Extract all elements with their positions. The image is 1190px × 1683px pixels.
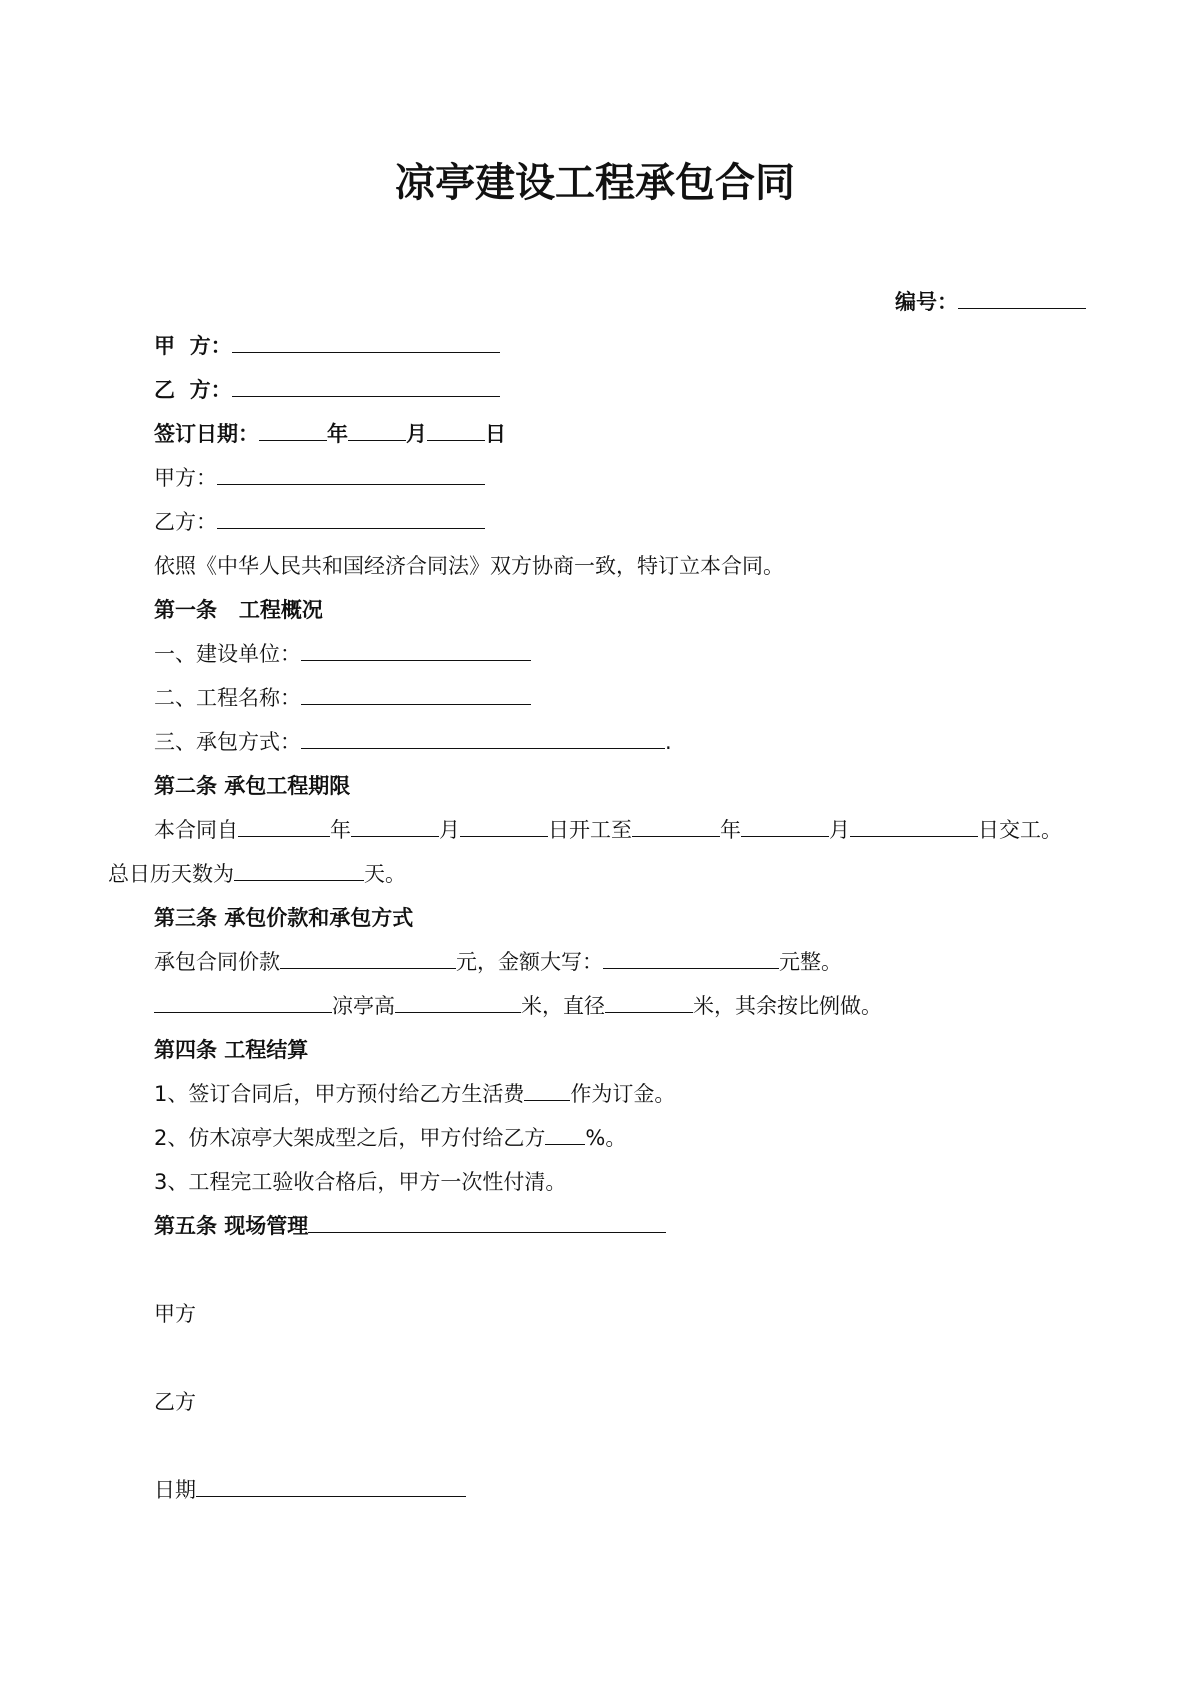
party-a-plain-blank: [217, 464, 485, 485]
end-day-blank: [850, 816, 978, 837]
party-a-blank: [232, 332, 500, 353]
art1-item-1-blank: [301, 640, 531, 661]
article-5-row: [154, 1211, 666, 1241]
start-year-blank: [238, 816, 330, 837]
art4-item-1-text: 1、签订合同后，甲方预付给乙方生活费: [154, 1082, 525, 1106]
day-label: 日: [485, 422, 506, 446]
end-year-label: 年: [720, 818, 741, 842]
price-end-text: 元整。: [779, 950, 842, 974]
art1-item-2-label: 二、工程名称：: [154, 686, 301, 710]
art2-period-row: [154, 815, 1062, 845]
sign-party-a: 甲方: [154, 1302, 196, 1326]
art1-item-3-label: 三、承包方式：: [154, 730, 301, 754]
sign-day-blank: [427, 420, 485, 441]
contract-number-blank: [958, 288, 1086, 309]
art1-item-2: [154, 683, 531, 713]
art1-item-3-blank: [301, 728, 665, 749]
deposit-blank: [524, 1080, 570, 1101]
sign-date-row-bottom: [154, 1475, 466, 1505]
total-days-blank: [234, 860, 364, 881]
party-b-plain-row: [154, 507, 485, 537]
party-b-plain-blank: [217, 508, 485, 529]
height-blank: [395, 992, 521, 1013]
art1-item-1-label: 一、建设单位：: [154, 642, 301, 666]
article-4-heading: 第四条 工程结算: [154, 1038, 309, 1062]
article-3-heading: 第三条 承包价款和承包方式: [154, 906, 414, 930]
price-blank: [280, 948, 456, 969]
end-year-blank: [632, 816, 720, 837]
party-a-plain-label: 甲方：: [154, 466, 217, 490]
article-2-heading: 第二条 承包工程期限: [154, 774, 351, 798]
party-a-plain-row: [154, 463, 485, 493]
price-words-blank: [603, 948, 779, 969]
year-label: 年: [327, 422, 348, 446]
article-1-heading: 第一条 工程概况: [154, 598, 323, 622]
total-days-unit: 天。: [364, 862, 406, 886]
total-days-text: 总日历天数为: [108, 862, 234, 886]
document-title: 凉亭建设工程承包合同: [395, 160, 795, 206]
party-b-row: [154, 375, 500, 405]
art2-start-text: 本合同自: [154, 818, 238, 842]
sign-party-b: 乙方: [154, 1390, 196, 1414]
price-text: 承包合同价款: [154, 950, 280, 974]
sign-year-blank: [259, 420, 327, 441]
sign-date-bottom-label: 日期: [154, 1478, 196, 1502]
end-work-text: 日交工。: [978, 818, 1062, 842]
start-day-blank: [460, 816, 548, 837]
diameter-text: 米，直径: [521, 994, 605, 1018]
height-text: 凉亭高: [332, 994, 395, 1018]
art4-item-1-end: 作为订金。: [570, 1082, 676, 1106]
price-words-text: 元，金额大写：: [456, 950, 603, 974]
art2-total-days-row: [108, 859, 406, 889]
spec-end-text: 米，其余按比例做。: [693, 994, 882, 1018]
party-b-label: 乙 方：: [154, 378, 232, 402]
sign-date-row: [154, 419, 506, 449]
start-month-blank: [351, 816, 439, 837]
end-month-label: 月: [829, 818, 850, 842]
party-b-plain-label: 乙方：: [154, 510, 217, 534]
spec-blank: [154, 992, 332, 1013]
sign-month-blank: [348, 420, 406, 441]
article-5-heading: 第五条 现场管理: [154, 1214, 309, 1238]
intro-paragraph: 依照《中华人民共和国经济合同法》双方协商一致，特订立本合同。: [154, 554, 784, 578]
diameter-blank: [605, 992, 693, 1013]
art4-item-2-end: %。: [585, 1126, 627, 1150]
art4-item-3: 3、工程完工验收合格后，甲方一次性付清。: [154, 1170, 567, 1194]
art4-item-2: [154, 1123, 626, 1153]
start-year-label: 年: [330, 818, 351, 842]
art4-item-2-text: 2、仿木凉亭大架成型之后，甲方付给乙方: [154, 1126, 546, 1150]
art3-price-row: [154, 947, 842, 977]
start-work-text: 日开工至: [548, 818, 632, 842]
party-b-blank: [232, 376, 500, 397]
site-management-blank: [308, 1212, 666, 1233]
party-a-label: 甲 方：: [154, 334, 232, 358]
art1-item-3: [154, 727, 672, 757]
percent-blank: [545, 1124, 585, 1145]
contract-number-row: [895, 287, 1086, 317]
art4-item-1: [154, 1079, 675, 1109]
start-month-label: 月: [439, 818, 460, 842]
sign-date-bottom-blank: [196, 1476, 466, 1497]
month-label: 月: [406, 422, 427, 446]
art1-item-3-tail: .: [665, 730, 672, 754]
contract-number-label: 编号：: [895, 290, 958, 314]
end-month-blank: [741, 816, 829, 837]
art1-item-1: [154, 639, 531, 669]
art1-item-2-blank: [301, 684, 531, 705]
party-a-row: [154, 331, 500, 361]
sign-date-label: 签订日期：: [154, 422, 259, 446]
art3-spec-row: [154, 991, 882, 1021]
